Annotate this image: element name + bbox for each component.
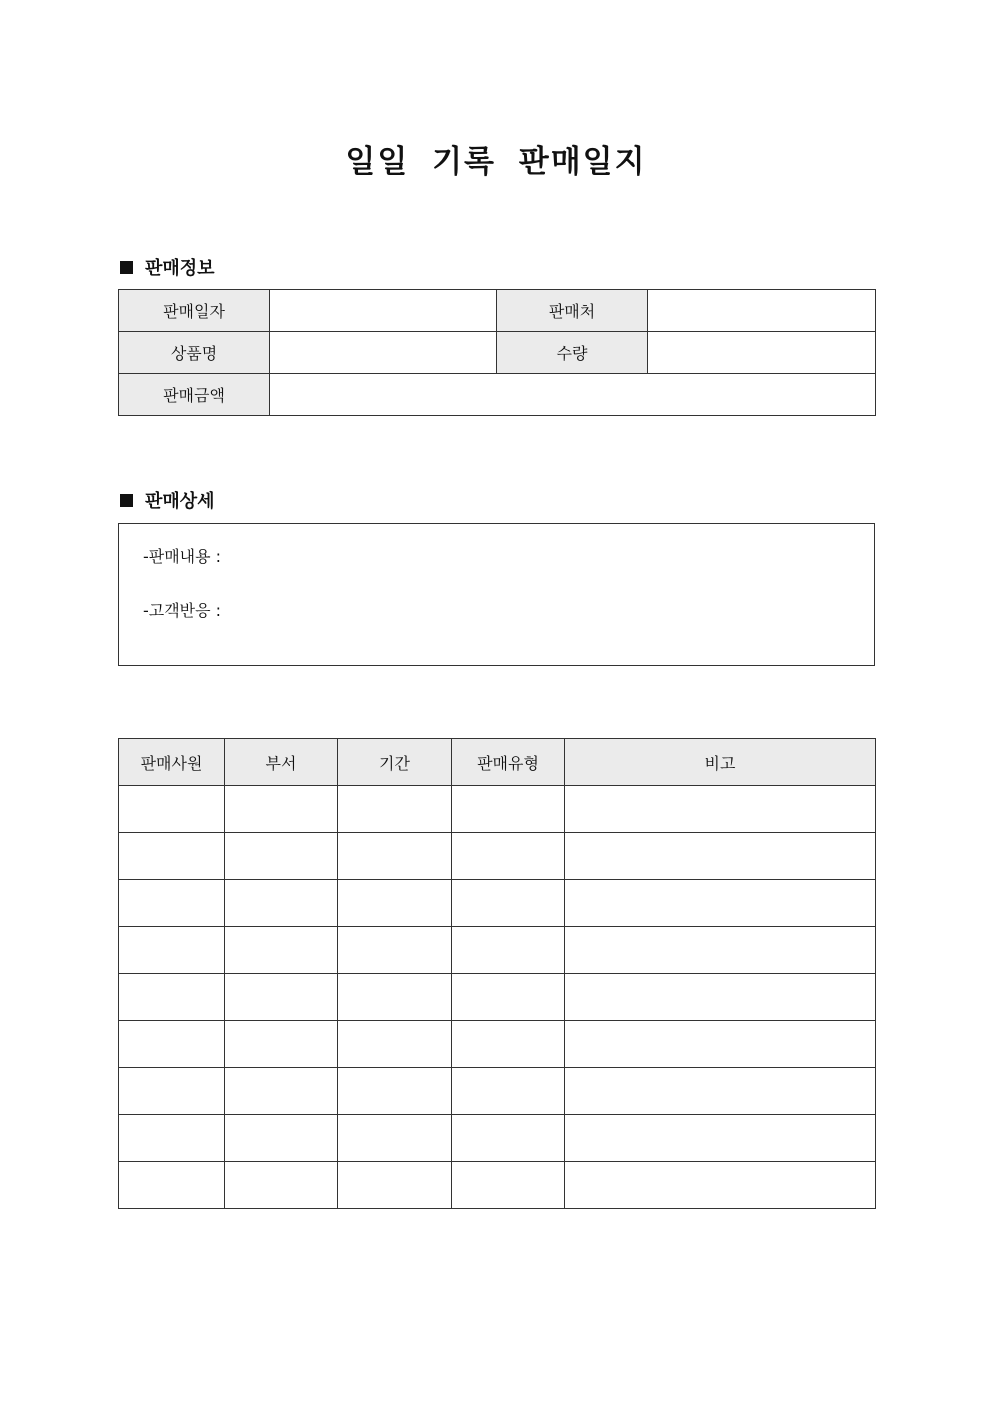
table-row [119,374,876,416]
remarks-cell[interactable] [565,1162,876,1209]
column-header-remarks: 비고 [565,739,876,786]
sales-detail-box[interactable] [118,523,875,666]
remarks-cell[interactable] [565,1115,876,1162]
period-cell[interactable] [338,1162,452,1209]
sales-staff-cell[interactable] [119,1115,225,1162]
square-bullet-icon [120,261,133,274]
sales-type-cell[interactable] [452,786,565,833]
period-cell[interactable] [338,833,452,880]
department-cell[interactable] [225,1162,338,1209]
sales-staff-cell[interactable] [119,786,225,833]
sales-staff-cell[interactable] [119,1162,225,1209]
table-row [119,1068,876,1115]
sales-type-cell[interactable] [452,833,565,880]
product-name-field[interactable] [270,332,497,374]
department-cell[interactable] [225,1068,338,1115]
sales-staff-cell[interactable] [119,1068,225,1115]
sales-staff-cell[interactable] [119,1021,225,1068]
sales-type-cell[interactable] [452,1162,565,1209]
remarks-cell[interactable] [565,974,876,1021]
quantity-field[interactable] [648,332,876,374]
remarks-cell[interactable] [565,833,876,880]
period-cell[interactable] [338,974,452,1021]
department-cell[interactable] [225,974,338,1021]
sale-content-label: -판매내용 : [143,547,222,566]
product-name-label: 상품명 [119,332,270,374]
sales-type-cell[interactable] [452,974,565,1021]
sales-info-table [118,289,876,416]
period-cell[interactable] [338,1068,452,1115]
department-cell[interactable] [225,786,338,833]
quantity-label: 수량 [497,332,648,374]
table-row [119,974,876,1021]
remarks-cell[interactable] [565,1021,876,1068]
sales-staff-cell[interactable] [119,833,225,880]
document-title: 일일 기록 판매일지 [345,144,647,180]
remarks-cell[interactable] [565,1068,876,1115]
period-cell[interactable] [338,927,452,974]
sales-staff-cell[interactable] [119,880,225,927]
table-row [119,290,876,332]
period-cell[interactable] [338,1021,452,1068]
sales-staff-cell[interactable] [119,927,225,974]
department-cell[interactable] [225,1115,338,1162]
period-cell[interactable] [338,786,452,833]
table-row [119,1162,876,1209]
remarks-cell[interactable] [565,927,876,974]
column-header-period: 기간 [338,739,452,786]
sales-staff-cell[interactable] [119,974,225,1021]
column-header-sales-staff: 판매사원 [119,739,225,786]
sales-type-cell[interactable] [452,880,565,927]
sales-type-cell[interactable] [452,1115,565,1162]
table-row [119,786,876,833]
period-cell[interactable] [338,880,452,927]
department-cell[interactable] [225,833,338,880]
sales-staff-table [118,738,876,1209]
department-cell[interactable] [225,927,338,974]
sales-info-heading-text: 판매정보 [145,258,215,279]
sales-detail-heading-text: 판매상세 [145,491,215,512]
table-row [119,1021,876,1068]
sales-type-cell[interactable] [452,1021,565,1068]
table-row [119,332,876,374]
vendor-field[interactable] [648,290,876,332]
sales-type-cell[interactable] [452,927,565,974]
table-row [119,880,876,927]
table-header-row [119,739,876,786]
period-cell[interactable] [338,1115,452,1162]
remarks-cell[interactable] [565,880,876,927]
column-header-sales-type: 판매유형 [452,739,565,786]
sale-amount-field[interactable] [270,374,876,416]
sale-date-field[interactable] [270,290,497,332]
department-cell[interactable] [225,1021,338,1068]
sales-detail-heading [120,487,215,513]
sales-type-cell[interactable] [452,1068,565,1115]
sale-date-label: 판매일자 [119,290,270,332]
customer-reaction-line [143,598,221,621]
table-row [119,927,876,974]
sale-amount-label: 판매금액 [119,374,270,416]
table-row [119,1115,876,1162]
remarks-cell[interactable] [565,786,876,833]
sales-info-heading [120,254,215,280]
customer-reaction-label: -고객반응 : [143,601,222,620]
vendor-label: 판매처 [497,290,648,332]
column-header-department: 부서 [225,739,338,786]
table-row [119,833,876,880]
square-bullet-icon [120,494,133,507]
sale-content-line [143,544,221,567]
department-cell[interactable] [225,880,338,927]
